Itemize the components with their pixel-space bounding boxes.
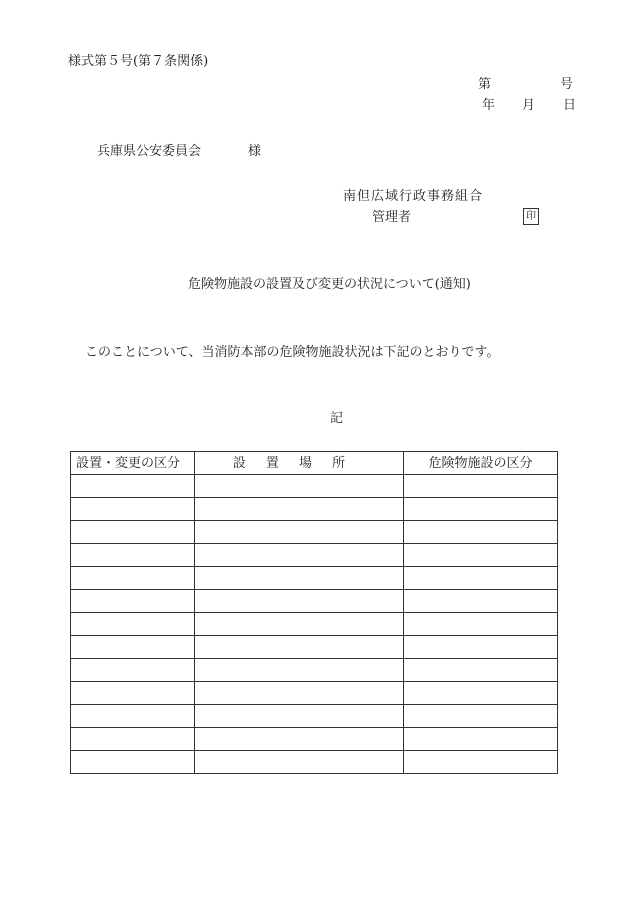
table-cell[interactable] bbox=[195, 567, 404, 590]
document-number-suffix: 号 bbox=[560, 77, 574, 92]
table-row bbox=[71, 636, 558, 659]
recipient-honorific: 様 bbox=[248, 144, 262, 159]
table-header-row bbox=[71, 452, 558, 475]
date-day-label: 日 bbox=[563, 98, 577, 113]
sender-title: 管理者 bbox=[372, 210, 412, 225]
table-cell[interactable] bbox=[404, 544, 558, 567]
table-row bbox=[71, 682, 558, 705]
table-cell[interactable] bbox=[404, 659, 558, 682]
table-row bbox=[71, 751, 558, 774]
table-cell[interactable] bbox=[71, 728, 195, 751]
table-cell[interactable] bbox=[195, 590, 404, 613]
table-row bbox=[71, 498, 558, 521]
table-row bbox=[71, 728, 558, 751]
table-cell[interactable] bbox=[195, 659, 404, 682]
table-cell[interactable] bbox=[71, 521, 195, 544]
table-cell[interactable] bbox=[71, 498, 195, 521]
column-header-facility-type: 危険物施設の区分 bbox=[404, 452, 558, 475]
table-cell[interactable] bbox=[404, 751, 558, 774]
table-cell[interactable] bbox=[404, 590, 558, 613]
table-row bbox=[71, 544, 558, 567]
table-cell[interactable] bbox=[71, 544, 195, 567]
seal-mark: 印 bbox=[523, 208, 539, 225]
table-cell[interactable] bbox=[404, 705, 558, 728]
column-header-change-type: 設置・変更の区分 bbox=[71, 452, 195, 475]
table-cell[interactable] bbox=[71, 682, 195, 705]
table-cell[interactable] bbox=[195, 636, 404, 659]
body-text: このことについて、当消防本部の危険物施設状況は下記のとおりです。 bbox=[85, 345, 500, 360]
document-title: 危険物施設の設置及び変更の状況について(通知) bbox=[188, 277, 471, 292]
table-cell[interactable] bbox=[195, 751, 404, 774]
table-cell[interactable] bbox=[195, 613, 404, 636]
table-row bbox=[71, 613, 558, 636]
date-month-label: 月 bbox=[522, 98, 536, 113]
table-body bbox=[71, 475, 558, 774]
table-cell[interactable] bbox=[195, 475, 404, 498]
date-year-label: 年 bbox=[482, 98, 496, 113]
table-cell[interactable] bbox=[71, 475, 195, 498]
table-cell[interactable] bbox=[404, 475, 558, 498]
table-cell[interactable] bbox=[71, 659, 195, 682]
table-cell[interactable] bbox=[404, 636, 558, 659]
table-cell[interactable] bbox=[71, 590, 195, 613]
table-row bbox=[71, 705, 558, 728]
table-cell[interactable] bbox=[195, 544, 404, 567]
table-row bbox=[71, 659, 558, 682]
table-cell[interactable] bbox=[71, 567, 195, 590]
recipient-name: 兵庫県公安委員会 bbox=[97, 144, 202, 159]
table-cell[interactable] bbox=[195, 521, 404, 544]
table-row bbox=[71, 521, 558, 544]
table-cell[interactable] bbox=[404, 521, 558, 544]
table-row bbox=[71, 475, 558, 498]
table-cell[interactable] bbox=[195, 498, 404, 521]
table-cell[interactable] bbox=[71, 751, 195, 774]
table-cell[interactable] bbox=[404, 613, 558, 636]
table-cell[interactable] bbox=[195, 682, 404, 705]
table-cell[interactable] bbox=[195, 728, 404, 751]
document-number-prefix: 第 bbox=[478, 77, 492, 92]
table-cell[interactable] bbox=[404, 682, 558, 705]
table-cell[interactable] bbox=[71, 613, 195, 636]
table-cell[interactable] bbox=[71, 705, 195, 728]
column-header-location: 設置場所 bbox=[195, 452, 404, 475]
form-number: 様式第５号(第７条関係) bbox=[68, 54, 209, 69]
table-cell[interactable] bbox=[195, 705, 404, 728]
ki-heading: 記 bbox=[330, 411, 344, 426]
table-cell[interactable] bbox=[404, 728, 558, 751]
facility-table bbox=[70, 451, 558, 774]
table-cell[interactable] bbox=[404, 498, 558, 521]
table-row bbox=[71, 590, 558, 613]
table-cell[interactable] bbox=[404, 567, 558, 590]
table-cell[interactable] bbox=[71, 636, 195, 659]
table-row bbox=[71, 567, 558, 590]
sender-organization: 南但広域行政事務組合 bbox=[343, 189, 484, 204]
